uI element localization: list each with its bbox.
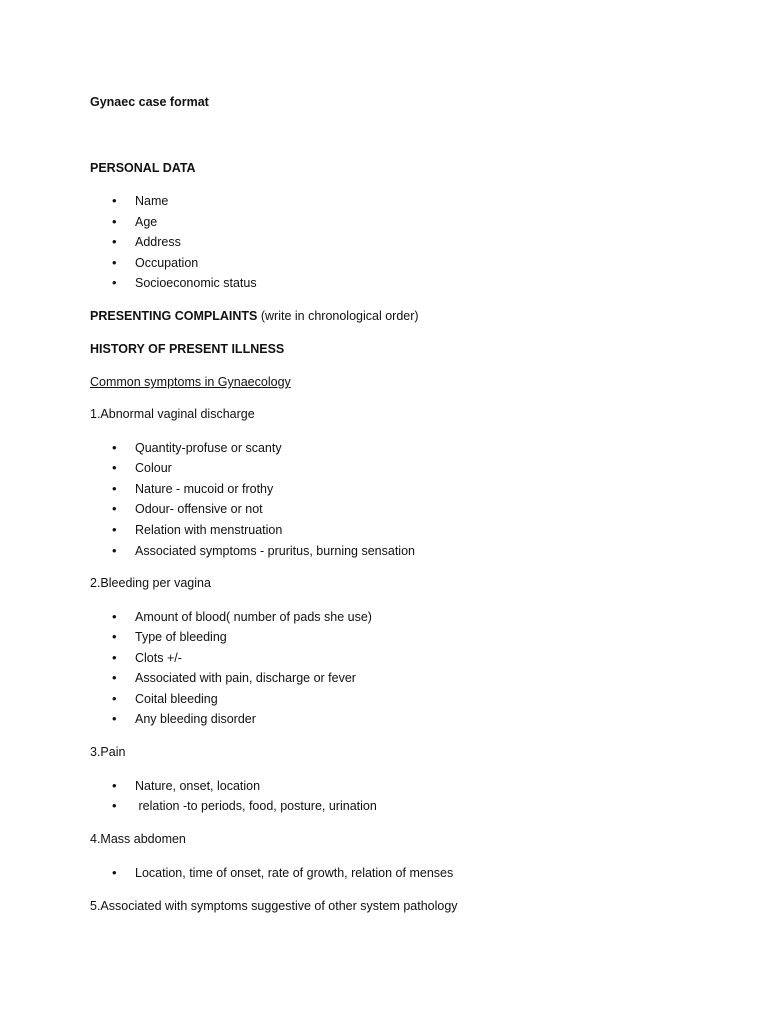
presenting-complaints [90,308,419,324]
section-title: 1.Abnormal vaginal discharge [90,407,255,421]
section-title: 4.Mass abdomen [90,832,186,846]
bullet-icon: • [112,255,117,270]
bullet-icon: • [112,460,117,475]
bullet-icon: • [112,481,117,496]
bullet-icon: • [112,629,117,644]
bullet-icon: • [112,501,117,516]
hpi-heading: HISTORY OF PRESENT ILLNESS [90,342,285,356]
bullet-icon: • [112,711,117,726]
bullet-icon: • [112,275,117,290]
document-title: Gynaec case format [90,95,209,109]
presenting-complaints-note: (write in chronological order) [257,309,419,323]
bullet-icon: • [112,691,117,706]
bullet-icon: • [112,778,117,793]
bullet-icon: • [112,193,117,208]
bullet-icon: • [112,234,117,249]
bullet-icon: • [112,670,117,685]
bullet-icon: • [112,543,117,558]
bullet-icon: • [112,522,117,537]
presenting-complaints-heading: PRESENTING COMPLAINTS [90,309,258,323]
bullet-icon: • [112,865,117,880]
bullet-icon: • [112,609,117,624]
common-symptoms-heading: Common symptoms in Gynaecology [90,375,291,389]
section-title: 2.Bleeding per vagina [90,576,211,590]
bullet-icon: • [112,798,117,813]
personal-data-heading: PERSONAL DATA [90,161,196,175]
section-title: 3.Pain [90,745,126,759]
section-title: 5.Associated with symptoms suggestive of other system pathology [90,899,458,913]
bullet-icon: • [112,650,117,665]
bullet-icon: • [112,214,117,229]
bullet-icon: • [112,440,117,455]
